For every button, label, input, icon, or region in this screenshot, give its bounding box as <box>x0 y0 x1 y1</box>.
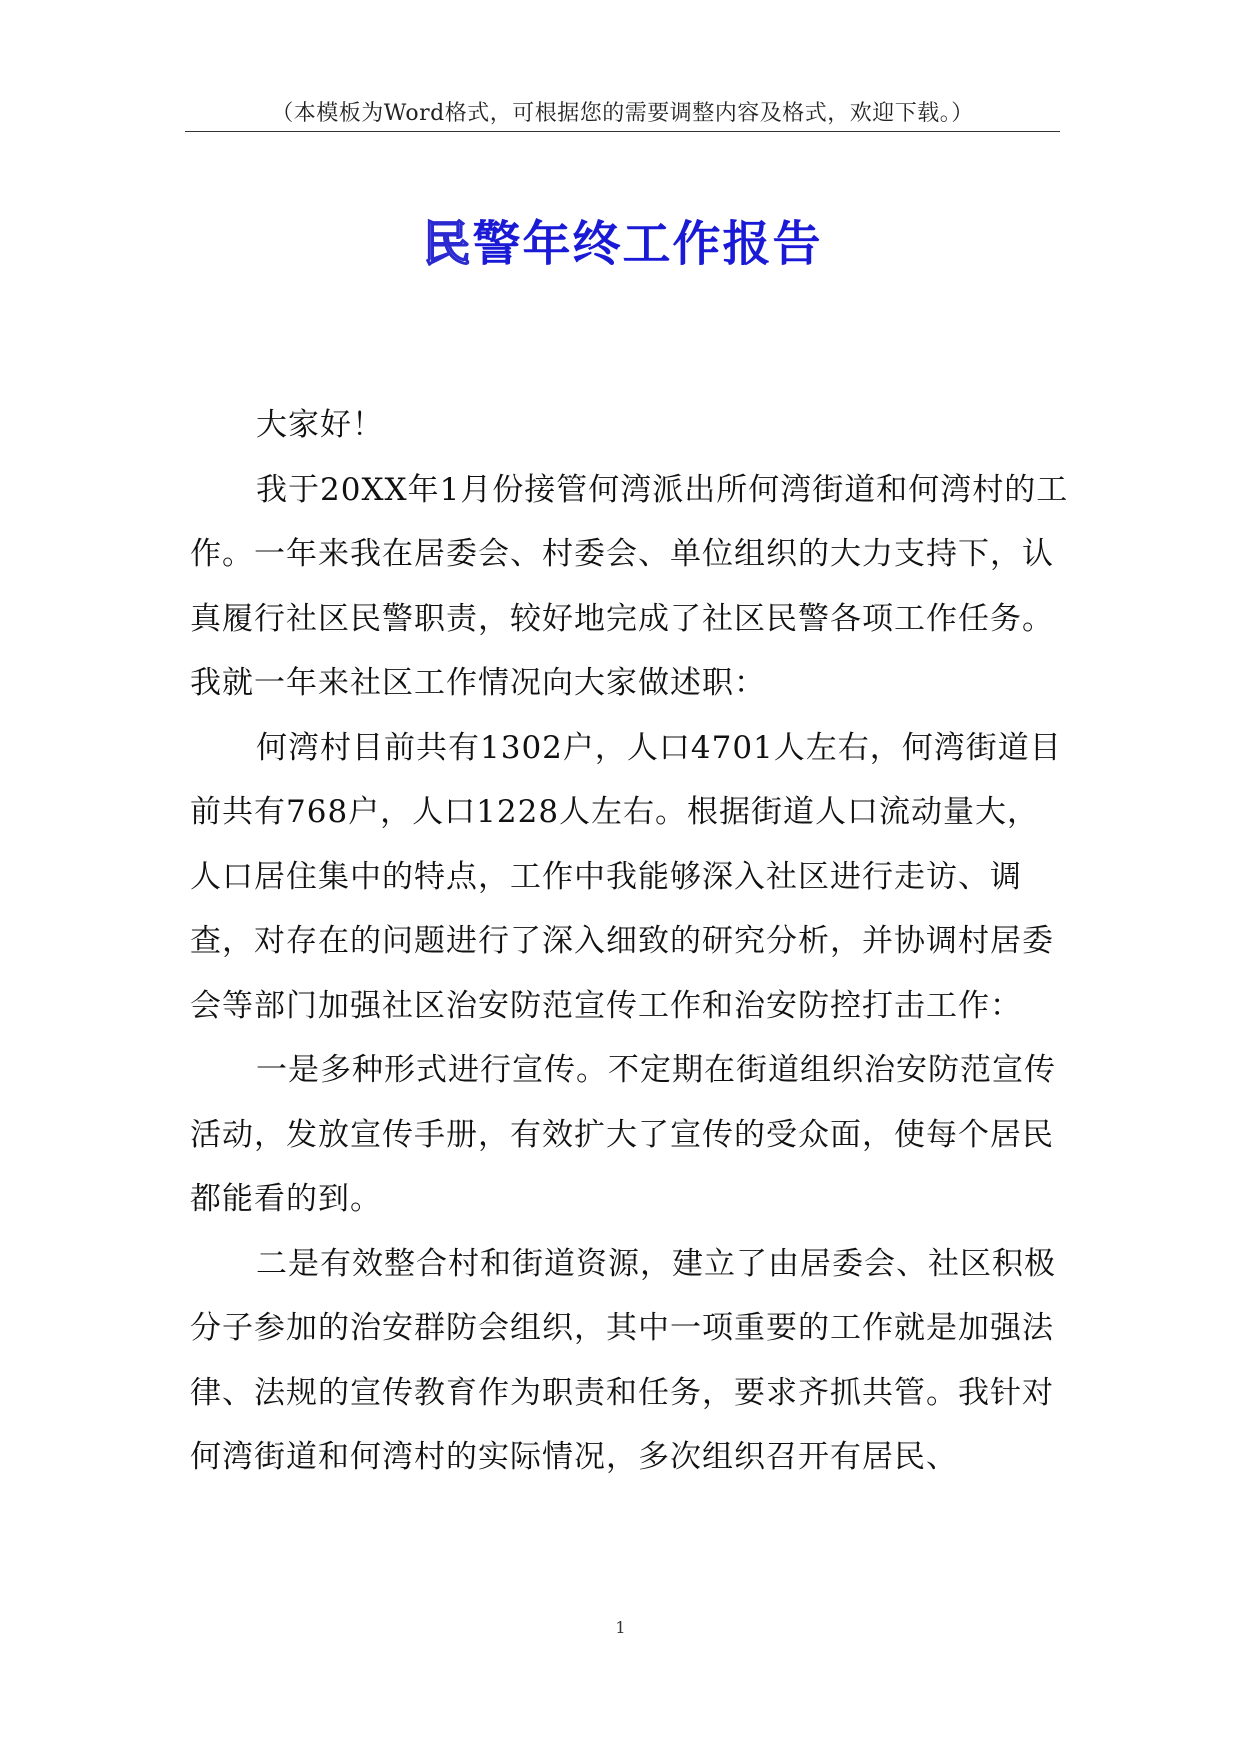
paragraph-point-two: 二是有效整合村和街道资源，建立了由居委会、社区积极分子参加的治安群防会组织，其中一项重要的工作就是加强法律、法规的宣传教育作为职责和任务，要求齐抓共管。我针对何湾街道和何湾村的实际情况，多次组织召开有居民、 <box>190 1245 1056 1475</box>
paragraph-intro: 我于20XX年1月份接管何湾派出所何湾街道和何湾村的工作。一年来我在居委会、村委会、单位组织的大力支持下，认真履行社区民警职责，较好地完成了社区民警各项工作任务。我就一年来社区工作情况向大家做述职： <box>190 471 1069 701</box>
template-header-note: （本模板为Word格式，可根据您的需要调整内容及格式，欢迎下载。） <box>271 101 974 126</box>
paragraph-greeting: 大家好！ <box>256 407 384 443</box>
paragraph-population: 何湾村目前共有1302户，人口4701人左右，何湾街道目前共有768户，人口1228人左右。根据街道人口流动量大，人口居住集中的特点，工作中我能够深入社区进行走访、调查，对存在的问题进行了深入细致的研究分析，并协调村居委会等部门加强社区治安防范宣传工作和治安防控打击工作： <box>190 729 1062 1024</box>
document-title <box>185 212 1060 276</box>
header-divider <box>185 131 1060 132</box>
paragraph-point-one: 一是多种形式进行宣传。不定期在街道组织治安防范宣传活动，发放宣传手册，有效扩大了宣传的受众面，使每个居民都能看的到。 <box>190 1052 1056 1217</box>
document-body <box>190 393 1070 1490</box>
page-number: 1 <box>615 1618 626 1637</box>
title-first-char: 民 <box>422 216 473 272</box>
title-text: 警年终工作报告 <box>472 216 823 272</box>
